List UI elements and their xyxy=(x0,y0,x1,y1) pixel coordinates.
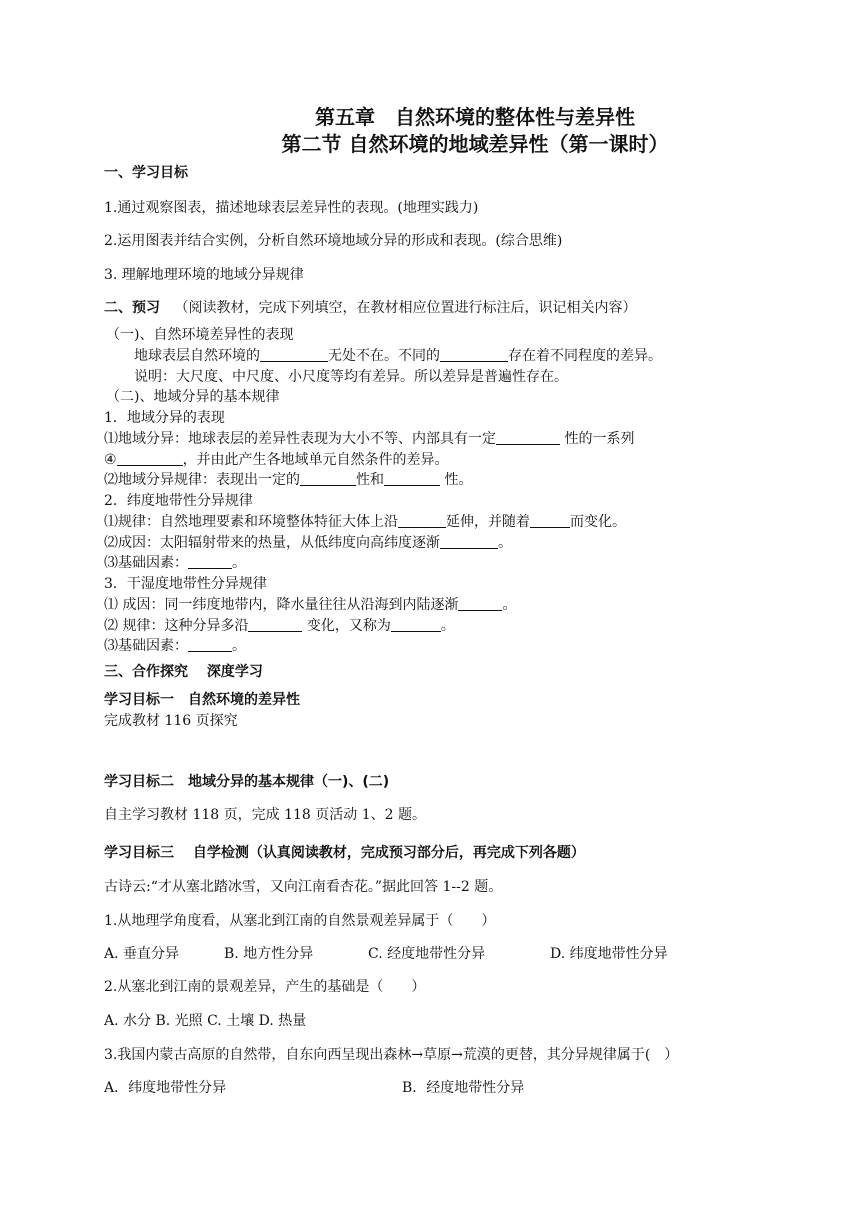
fill-blank[interactable] xyxy=(248,617,302,632)
preview-part-1-title: （一)、自然环境差异性的表现 xyxy=(106,327,294,343)
preview-line-8 xyxy=(104,470,472,490)
preview-line-14 xyxy=(104,595,516,615)
q3-option-a[interactable]: A．纬度地带性分异 xyxy=(104,1080,227,1096)
fill-blank[interactable] xyxy=(260,347,328,362)
text: 。 xyxy=(232,555,246,571)
preview-line-5: 1．地域分异的表现 xyxy=(104,410,225,426)
preview-line-7 xyxy=(104,450,449,470)
goal-one-text: 完成教材 116 页探究 xyxy=(104,713,238,729)
section-title: 第二节 自然环境的地域差异性（第一课时） xyxy=(281,132,669,156)
text: ⑴地域分异：地球表层的差异性表现为大小不等、内部具有一定 xyxy=(104,431,496,447)
text: 。 xyxy=(232,638,246,654)
text: ⑴规律：自然地理要素和环境整体特征大体上沿 xyxy=(104,514,398,530)
preview-part-2-title: （二)、地域分异的基本规律 xyxy=(106,389,280,405)
text: 性。 xyxy=(440,472,473,488)
text: ⑴ 成因：同一纬度地带内，降水量往往从沿海到内陆逐渐 xyxy=(104,597,459,613)
text: 而变化。 xyxy=(570,514,626,530)
q3-option-b[interactable]: B．经度地带性分异 xyxy=(402,1080,525,1096)
question-2: 2.从塞北到江南的景观差异，产生的基础是（ ） xyxy=(104,979,426,995)
text: 。 xyxy=(440,618,455,634)
preview-line-10 xyxy=(104,512,626,532)
text: 地球表层自然环境的 xyxy=(134,348,260,364)
text: ⑵地域分异规律：表现出一定的 xyxy=(104,472,300,488)
s1-heading: 一、学习目标 xyxy=(104,165,188,181)
s2-heading-line xyxy=(104,298,636,318)
q1-option-a[interactable]: A. 垂直分异 xyxy=(104,946,180,962)
fill-blank[interactable] xyxy=(300,471,356,486)
s2-heading-note: （阅读教材，完成下列填空，在教材相应位置进行标注后，识记相关内容） xyxy=(174,300,637,316)
fill-blank[interactable] xyxy=(188,637,232,652)
preview-line-12 xyxy=(104,553,246,573)
text: ⑶基础因素： xyxy=(104,638,188,654)
goal-3: 3. 理解地理环境的地域分异规律 xyxy=(104,267,304,283)
fill-blank[interactable] xyxy=(384,471,440,486)
q1-option-b[interactable]: B. 地方性分异 xyxy=(224,946,314,962)
s2-heading: 二、预习 xyxy=(104,300,160,316)
goal-1: 1.通过观察图表，描述地球表层差异性的表现。(地理实践力) xyxy=(104,200,479,216)
fill-blank[interactable] xyxy=(530,513,570,528)
fill-blank[interactable] xyxy=(496,430,560,445)
text: 无处不在。不同的 xyxy=(328,348,440,364)
poem-intro: 古诗云:“才从塞北踏冰雪，又向江南看杏花。”据此回答 1--2 题。 xyxy=(104,879,503,895)
fill-blank[interactable] xyxy=(117,451,183,466)
text: ⑵成因：太阳辐射带来的热量，从低纬度向高纬度逐渐 xyxy=(104,535,440,551)
fill-blank[interactable] xyxy=(440,347,508,362)
fill-blank[interactable] xyxy=(398,513,446,528)
preview-line-15 xyxy=(104,616,455,636)
preview-line-11 xyxy=(104,533,512,553)
text: ⑶基础因素： xyxy=(104,555,188,571)
fill-blank[interactable] xyxy=(440,534,498,549)
s3-heading: 三、合作探究 深度学习 xyxy=(104,664,263,680)
text: 延伸，并随着 xyxy=(446,514,530,530)
text: 存在着不同程度的差异。 xyxy=(508,348,662,364)
text: ⑵ 规律：这种分异多沿 xyxy=(104,618,249,634)
preview-note: 说明：大尺度、中尺度、小尺度等均有差异。所以差异是普遍性存在。 xyxy=(134,369,568,385)
q2-options[interactable]: A. 水分 B. 光照 C. 土壤 D. 热量 xyxy=(104,1013,307,1029)
preview-line-16 xyxy=(104,636,246,656)
fill-blank[interactable] xyxy=(458,596,502,611)
goal-two-heading: 学习目标二 地域分异的基本规律（一)、(二) xyxy=(104,774,390,790)
preview-line-13: 3．干湿度地带性分异规律 xyxy=(104,576,267,592)
text: 变化，又称为 xyxy=(302,618,391,634)
text: 性的一系列 xyxy=(560,431,635,447)
fill-blank[interactable] xyxy=(188,554,232,569)
question-3: 3.我国内蒙古高原的自然带，自东向西呈现出森林→草原→荒漠的更替，其分异规律属于( ） xyxy=(104,1047,679,1063)
goal-one-heading: 学习目标一 自然环境的差异性 xyxy=(104,692,300,708)
goal-three-heading: 学习目标三 自学检测（认真阅读教材，完成预习部分后，再完成下列各题） xyxy=(104,845,585,861)
preview-line-9: 2．纬度地带性分异规律 xyxy=(104,493,253,509)
text: ④ xyxy=(104,452,117,468)
goal-2: 2.运用图表并结合实例，分析自然环境地域分异的形成和表现。(综合思维) xyxy=(104,233,563,249)
chapter-title: 第五章 自然环境的整体性与差异性 xyxy=(315,105,635,129)
fill-blank[interactable] xyxy=(391,617,441,632)
q1-option-c[interactable]: C. 经度地带性分异 xyxy=(368,946,486,962)
goal-two-text: 自主学习教材 118 页，完成 118 页活动 1、2 题。 xyxy=(104,807,426,823)
question-1: 1.从地理学角度看，从塞北到江南的自然景观差异属于（ ） xyxy=(104,913,496,929)
text: 。 xyxy=(502,597,517,613)
text: ，并由此产生各地域单元自然条件的差异。 xyxy=(182,452,449,468)
q1-option-d[interactable]: D. 纬度地带性分异 xyxy=(550,946,668,962)
text: 性和 xyxy=(356,472,384,488)
preview-line-2 xyxy=(134,346,662,366)
text: 。 xyxy=(498,535,512,551)
preview-line-6 xyxy=(104,429,634,449)
